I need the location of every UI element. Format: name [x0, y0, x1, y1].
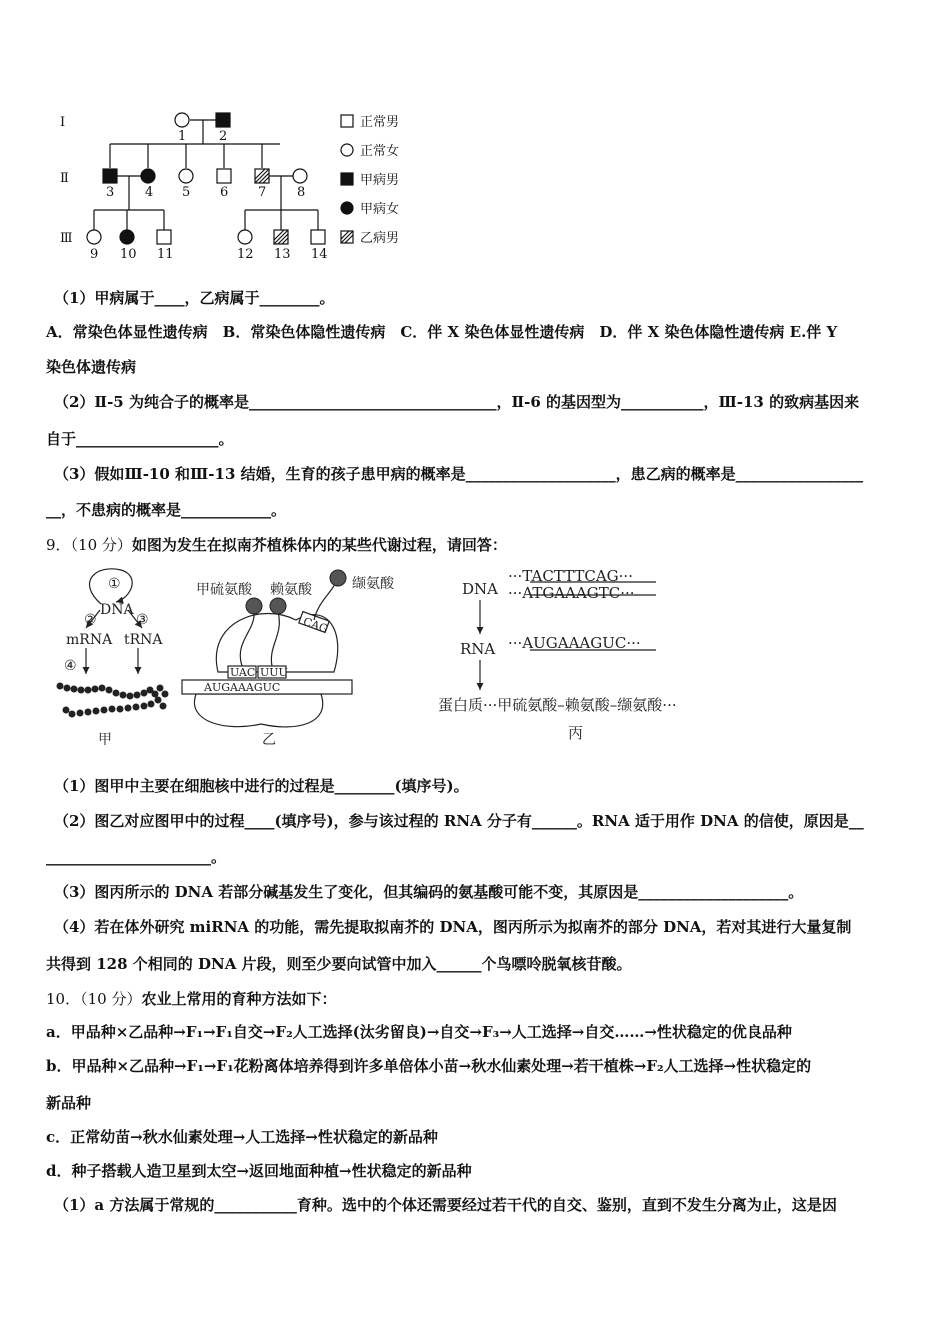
q8-options-cont: 染色体遗传病 — [46, 358, 137, 376]
q10-part1: （1）a 方法属于常规的___________育种。选中的个体还需要经过若干代的自交、鉴别，直到不发生分离为止，这是因 — [54, 1196, 837, 1214]
legend-label: 甲病女 — [360, 202, 400, 217]
label-mrna: mRNA — [66, 632, 113, 648]
person-num: 4 — [145, 185, 154, 200]
gen-label: Ⅰ — [60, 115, 66, 130]
person-num: 7 — [258, 185, 267, 200]
legend-label: 正常男 — [360, 115, 400, 130]
q9-part3: （3）图丙所示的 DNA 若部分碱基发生了变化，但其编码的氨基酸可能不变，其原因是____________________。 — [54, 883, 804, 901]
q9-part4: （4）若在体外研究 miRNA 的功能，需先提取拟南芥的 DNA，图丙所示为拟南芥的部分 DNA，若对其进行大量复制 — [54, 918, 852, 936]
label-circle-2: ② — [84, 612, 97, 628]
q10-method-d: d．种子搭载人造卫星到太空→返回地面种植→性状稳定的新品种 — [46, 1162, 472, 1180]
label-val: 缬氨酸 — [352, 576, 394, 592]
person-num: 3 — [106, 185, 115, 200]
q9-part1: （1）图甲中主要在细胞核中进行的过程是________(填序号)。 — [54, 777, 469, 795]
q9-stem — [46, 534, 507, 555]
person-num: 9 — [90, 247, 99, 262]
anticodon-uac: UAC — [230, 666, 256, 679]
q9-part4-cont: 共得到 128 个相同的 DNA 片段，则至少要向试管中加入______个鸟嘌呤脱氧核苷酸。 — [46, 955, 632, 973]
person-num: 13 — [274, 247, 291, 262]
dna-coding-strand: ···ATGAAAGTC··· — [508, 584, 635, 602]
q10-stem — [46, 988, 336, 1009]
caption-bing: 丙 — [568, 724, 584, 742]
legend-label: 甲病男 — [360, 173, 400, 188]
q9-part2: （2）图乙对应图甲中的过程____(填序号)，参与该过程的 RNA 分子有______。RNA 适于用作 DNA 的信使，原因是__ — [54, 812, 864, 830]
q10-method-b: b．甲品种×乙品种→F₁→F₁花粉离体培养得到许多单倍体小苗→秋水仙素处理→若干植株→F₂人工选择→性状稳定的 — [46, 1057, 812, 1075]
label-rna-bing: RNA — [460, 640, 496, 658]
label-dna-bing: DNA — [462, 580, 498, 598]
q8-part2-cont: 自于___________________。 — [46, 430, 234, 448]
label-circle-3: ③ — [136, 612, 149, 628]
q8-options: A．常染色体显性遗传病 B．常染色体隐性遗传病 C．伴 X 染色体显性遗传病 D．伴 X 染色体隐性遗传病 E.伴 Y — [46, 323, 838, 341]
label-circle-1: ① — [108, 576, 121, 592]
q8-part1: （1）甲病属于____，乙病属于________。 — [54, 289, 335, 307]
gen-label: Ⅲ — [60, 231, 73, 246]
label-circle-4: ④ — [64, 658, 77, 674]
anticodon-uuu: UUU — [260, 666, 288, 679]
person-num: 10 — [120, 247, 137, 262]
label-met: 甲硫氨酸 — [196, 582, 252, 598]
q10-stem-text: 农业上常用的育种方法如下： — [141, 990, 337, 1008]
dna-template-strand: ···TACTTTCAG··· — [508, 567, 633, 585]
q9-part2-cont: ______________________。 — [46, 848, 227, 866]
person-num: 14 — [311, 247, 328, 262]
q9-stem-text: 如图为发生在拟南芥植株体内的某些代谢过程，请回答： — [131, 536, 507, 554]
q8-part3-cont: __，不患病的概率是____________。 — [46, 501, 287, 519]
legend-label: 正常女 — [360, 144, 400, 159]
person-num: 8 — [297, 185, 306, 200]
q10-method-b-cont: 新品种 — [46, 1094, 92, 1112]
codon-mrna: AUGAAAGUC — [204, 681, 281, 694]
q10-method-c: c．正常幼苗→秋水仙素处理→人工选择→性状稳定的新品种 — [46, 1128, 438, 1146]
person-num: 11 — [157, 247, 174, 262]
anticodon-cag: CAG — [301, 614, 330, 636]
label-dna: DNA — [100, 602, 134, 618]
person-num: 2 — [219, 129, 228, 144]
person-num: 12 — [237, 247, 254, 262]
caption-jia: 甲 — [98, 732, 112, 748]
caption-yi: 乙 — [262, 732, 276, 748]
pedigree-figure — [50, 100, 430, 270]
legend-label: 乙病男 — [360, 231, 400, 246]
protein-sequence: 蛋白质···甲硫氨酸–赖氨酸–缬氨酸··· — [438, 696, 677, 714]
person-num: 6 — [220, 185, 229, 200]
rna-sequence: ···AUGAAAGUC··· — [508, 634, 641, 652]
q8-part3: （3）假如Ⅲ-10 和Ⅲ-13 结婚，生育的孩子患甲病的概率是____________________，患乙病的概率是_________________ — [54, 465, 864, 483]
label-lys: 赖氨酸 — [270, 582, 312, 598]
q8-part2: （2）Ⅱ-5 为纯合子的概率是_________________________________，Ⅱ-6 的基因型为___________，Ⅲ-13 的致病基因来 — [54, 393, 860, 411]
polypeptide-chain — [57, 683, 169, 718]
q10-number: 10．（10 分） — [46, 990, 142, 1008]
person-num: 5 — [182, 185, 191, 200]
gen-label: Ⅱ — [60, 171, 69, 186]
q9-figure — [46, 562, 726, 752]
q10-method-a: a．甲品种×乙品种→F₁→F₁自交→F₂人工选择(汰劣留良)→自交→F₃→人工选择→自交……→性状稳定的优良品种 — [46, 1023, 792, 1041]
q9-number: 9．（10 分） — [46, 536, 132, 554]
person-I-2 — [216, 113, 230, 127]
label-trna: tRNA — [124, 632, 163, 648]
ribosome-small — [194, 694, 322, 727]
person-num: 1 — [178, 129, 187, 144]
